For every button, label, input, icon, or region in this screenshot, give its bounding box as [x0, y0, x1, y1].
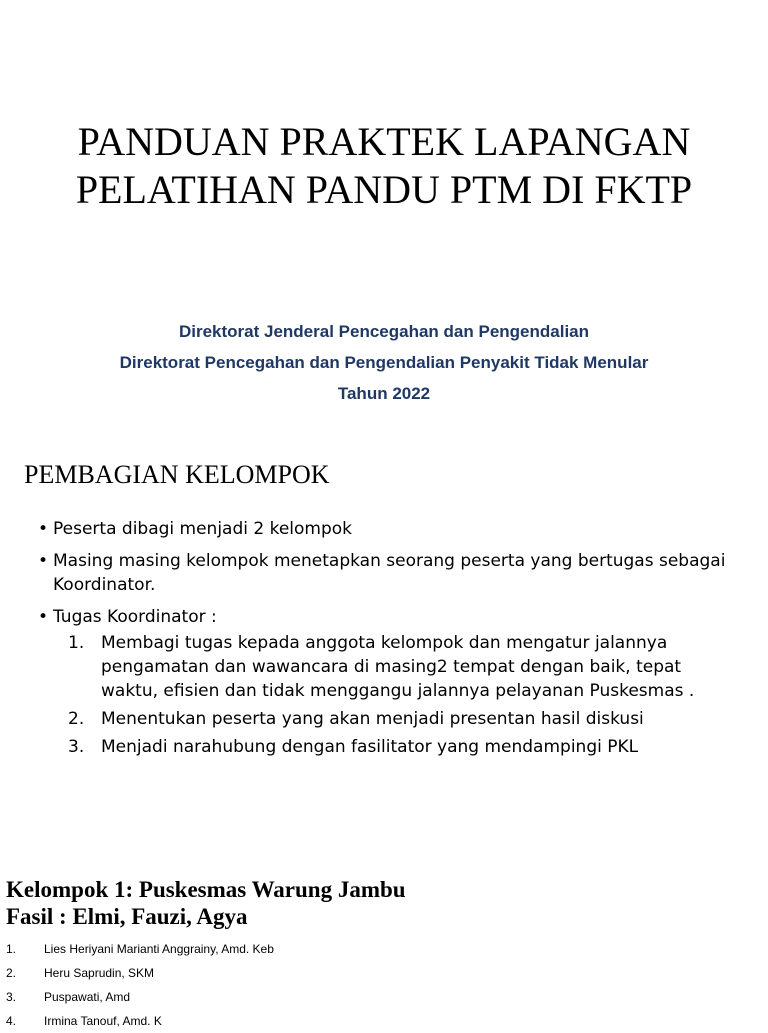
member-list: [6, 937, 274, 1033]
member-item: [6, 1009, 274, 1033]
task-text: Menjadi narahubung dengan fasilitator yang mendampingi PKL: [101, 737, 639, 757]
coordinator-task-list: [53, 631, 738, 759]
title-line-1: PANDUAN PRAKTEK LAPANGAN: [77, 119, 691, 164]
member-name: Heru Saprudin, SKM: [44, 966, 155, 980]
document-title: [0, 118, 768, 214]
member-item: [6, 937, 274, 961]
task-item: [53, 707, 738, 731]
document-subtitle: [0, 316, 768, 409]
member-name: Irmina Tanouf, Amd. K: [44, 1014, 162, 1028]
member-number: 1.: [6, 942, 17, 956]
group-heading: [6, 876, 406, 930]
member-item: [6, 961, 274, 985]
task-item: [53, 631, 738, 703]
member-name: Lies Heriyani Marianti Anggrainy, Amd. Keb: [44, 942, 274, 956]
task-number: 2.: [68, 709, 85, 729]
section-heading: PEMBAGIAN KELOMPOK: [24, 460, 330, 489]
subtitle-line-3: Tahun 2022: [337, 384, 431, 403]
task-number: 3.: [68, 737, 85, 757]
task-number: 1.: [68, 633, 85, 653]
task-text: Membagi tugas kepada anggota kelompok dan mengatur jalannya pengamatan dan wawancara di masing2 tempat dengan baik, tepat waktu, efisien dan tidak menggangu jalannya pelayanan Puskesmas .: [101, 633, 695, 701]
member-number: 3.: [6, 990, 17, 1004]
subtitle-line-2: Direktorat Pencegahan dan Pengendalian Penyakit Tidak Menular: [119, 353, 649, 372]
group-title-line-2: Fasil : Elmi, Fauzi, Agya: [6, 904, 248, 929]
member-item: [6, 985, 274, 1009]
bullet-text: Peserta dibagi menjadi 2 kelompok: [53, 519, 353, 539]
title-line-2: PELATIHAN PANDU PTM DI FKTP: [75, 167, 693, 212]
title-slide: [0, 0, 768, 440]
group-title-line-1: Kelompok 1: Puskesmas Warung Jambu: [6, 877, 406, 902]
member-number: 2.: [6, 966, 17, 980]
member-number: 4.: [6, 1014, 17, 1028]
member-name: Puspawati, Amd: [44, 990, 131, 1004]
bullet-item: [38, 605, 738, 759]
bullet-list: [38, 517, 738, 767]
task-item: [53, 735, 738, 759]
bullet-item: [38, 549, 738, 597]
subtitle-line-1: Direktorat Jenderal Pencegahan dan Pengendalian: [178, 322, 590, 341]
bullet-text: Tugas Koordinator :: [53, 607, 217, 627]
bullet-text: Masing masing kelompok menetapkan seorang peserta yang bertugas sebagai Koordinator.: [53, 551, 726, 595]
task-text: Menentukan peserta yang akan menjadi presentan hasil diskusi: [101, 709, 644, 729]
bullet-item: [38, 517, 738, 541]
